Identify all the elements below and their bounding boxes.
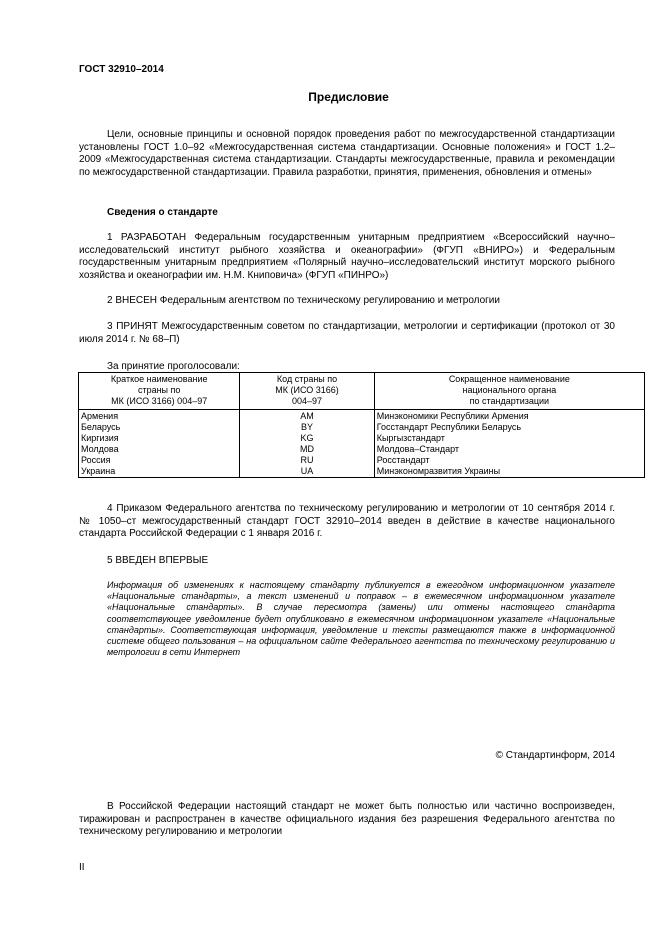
votes-table — [78, 372, 645, 478]
intro-paragraph — [79, 129, 615, 179]
country-code-cell: MD — [240, 444, 374, 455]
intro-text: Цели, основные принципы и основной порядок проведения работ по межгосударственной стандартизации установлены ГОСТ 1.0–92 «Межгосударственная система стандартизации. Основные положения» и ГОСТ 1.2–2009 «Межгосударственная система стандартизации. Стандарты межгосударственные, правила и рекомендации по межгосударственной стандартизации. Правила разработки, принятия, применения, обновления и отмены» — [79, 129, 615, 178]
country-code-cell: UA — [240, 466, 374, 478]
votes-table-header — [79, 373, 645, 410]
item-first-introduced — [79, 555, 615, 568]
document-code: ГОСТ 32910–2014 — [79, 64, 164, 75]
national-body-cell: Молдова–Стандарт — [374, 444, 644, 455]
restriction-text: В Российской Федерации настоящий стандарт не может быть полностью или частично воспроизведен, тиражирован и распространен в качестве официального издания без разрешения Федерального агентства по техническому регулированию и метрологии — [79, 801, 615, 837]
copyright-line: © Стандартинформ, 2014 — [495, 750, 615, 761]
header-national-body: Сокращенное наименование национального органа по стандартизации — [374, 373, 644, 410]
national-body-cell: Минэкономразвития Украины — [374, 466, 644, 478]
national-body-cell: Госстандарт Республики Беларусь — [374, 422, 644, 433]
country-code-cell: BY — [240, 422, 374, 433]
page-title: Предисловие — [308, 90, 389, 104]
table-row — [79, 433, 645, 444]
country-name-cell: Беларусь — [79, 422, 240, 433]
item-first-introduced-text: 5 ВВЕДЕН ВПЕРВЫЕ — [107, 555, 209, 566]
item-adopted-text: 3 ПРИНЯТ Межгосударственным советом по стандартизации, метрологии и сертификации (протокол от 30 июля 2014 г. № 68–П) — [79, 321, 615, 345]
country-name-cell: Россия — [79, 455, 240, 466]
country-code-cell: KG — [240, 433, 374, 444]
item-developed — [79, 232, 615, 282]
national-body-cell: Кыргызстандарт — [374, 433, 644, 444]
item-introduced — [79, 295, 615, 308]
item-introduced-text: 2 ВНЕСЕН Федеральным агентством по техническому регулированию и метрологии — [107, 295, 500, 306]
country-name-cell: Армения — [79, 410, 240, 423]
table-row — [79, 466, 645, 478]
changes-notice: Информация об изменениях к настоящему стандарту публикуется в ежегодном информационном указателе «Национальные стандарты», а текст изменений и поправок – в ежемесячном информационном указателе «Национальные стандарты». В случае пересмотра (замены) или отмены настоящего стандарта соответствующее уведомление будет опубликовано в ежемесячном информационном указателе «Национальные стандарты». Соответствующая информация, уведомление и тексты размещаются также в информационной системе общего пользования – на официальном сайте Федерального агентства по техническому регулированию и метрологии в сети Интернет — [107, 580, 615, 658]
item-adopted — [79, 321, 615, 346]
country-name-cell: Украина — [79, 466, 240, 478]
country-code-cell: AM — [240, 410, 374, 423]
about-standard-heading: Сведения о стандарте — [107, 207, 218, 218]
country-code-cell: RU — [240, 455, 374, 466]
item-enacted — [79, 503, 615, 541]
country-name-cell: Молдова — [79, 444, 240, 455]
restriction-paragraph — [79, 801, 615, 839]
table-row — [79, 410, 645, 423]
item-enacted-text: 4 Приказом Федерального агентства по техническому регулированию и метрологии от 10 сентября 2014 г. № 1050–ст межгосударственный стандарт ГОСТ 32910–2014 введен в действие в качестве национального стандарта Российской Федерации с 1 января 2016 г. — [79, 503, 615, 539]
national-body-cell: Росстандарт — [374, 455, 644, 466]
votes-caption: За принятие проголосовали: — [107, 361, 240, 372]
item-developed-text: 1 РАЗРАБОТАН Федеральным государственным унитарным предприятием «Всероссийский научно–исследовательский институт рыбного хозяйства и океанографии» (ФГУП «ВНИРО») и Федеральным государственным унитарным предприятием «Полярный научно–исследовательский институт морского рыбного хозяйства и океанографии им. Н.М. Книповича» (ФГУП «ПИНРО») — [79, 232, 615, 281]
table-row — [79, 455, 645, 466]
table-row — [79, 444, 645, 455]
page-number: II — [79, 862, 85, 873]
header-country-name: Краткое наименование страны по МК (ИСО 3166) 004–97 — [79, 373, 240, 410]
table-row — [79, 422, 645, 433]
header-country-code: Код страны по МК (ИСО 3166) 004–97 — [240, 373, 374, 410]
national-body-cell: Минэкономики Республики Армения — [374, 410, 644, 423]
country-name-cell: Киргизия — [79, 433, 240, 444]
